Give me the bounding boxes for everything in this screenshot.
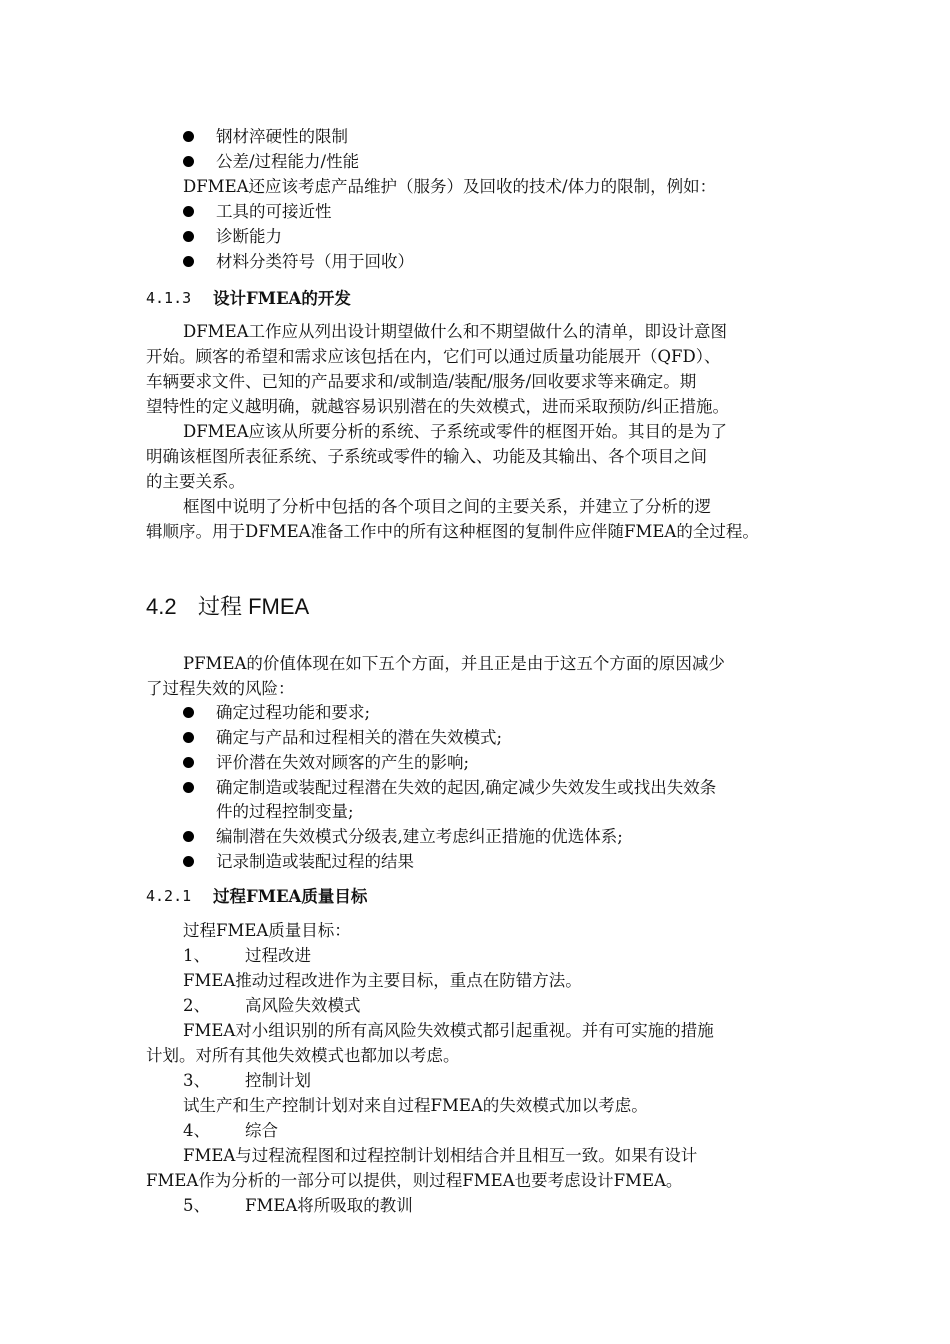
bullet-dot [183, 831, 194, 842]
goal-description: FMEA对小组识别的所有高风险失效模式都引起重视。并有可实施的措施 [183, 1021, 714, 1040]
goal-label: 综合 [245, 1121, 278, 1140]
goal-number: 4、 [183, 1121, 210, 1140]
bullet-item: 记录制造或装配过程的结果 [216, 852, 414, 871]
goal-number: 1、 [183, 946, 210, 965]
bullet-dot [183, 231, 194, 242]
goal-description: FMEA推动过程改进作为主要目标，重点在防错方法。 [183, 971, 582, 990]
paragraph-line: 辑顺序。用于DFMEA准备工作中的所有这种框图的复制件应伴随FMEA的全过程。 [146, 522, 759, 541]
section-number: 4.1.3 [146, 289, 192, 307]
bullet-dot [183, 757, 194, 768]
bullet-dot [183, 156, 194, 167]
bullet-item: 诊断能力 [216, 227, 282, 246]
goal-label: 过程改进 [245, 946, 311, 965]
section-heading [146, 592, 309, 622]
bullet-dot [183, 707, 194, 718]
paragraph-line: DFMEA还应该考虑产品维护（服务）及回收的技术/体力的限制，例如： [183, 177, 717, 196]
goal-label: 高风险失效模式 [245, 996, 361, 1015]
goal-number: 5、 [183, 1196, 210, 1215]
goal-description: 试生产和生产控制计划对来自过程FMEA的失效模式加以考虑。 [183, 1096, 648, 1115]
goal-label: FMEA将所吸取的教训 [245, 1196, 413, 1215]
goal-description: FMEA与过程流程图和过程控制计划相结合并且相互一致。如果有设计 [183, 1146, 698, 1165]
goal-description: 计划。对所有其他失效模式也都加以考虑。 [146, 1046, 460, 1065]
goal-label: 控制计划 [245, 1071, 311, 1090]
heading-title: 过程 FMEA [198, 594, 310, 619]
paragraph-line: 过程FMEA质量目标： [183, 921, 351, 940]
paragraph-line: DFMEA应该从所要分析的系统、子系统或零件的框图开始。其目的是为了 [183, 422, 728, 441]
bullet-dot [183, 206, 194, 217]
goal-description: FMEA作为分析的一部分可以提供，则过程FMEA也要考虑设计FMEA。 [146, 1171, 683, 1190]
bullet-item: 评价潜在失效对顾客的产生的影响; [216, 753, 470, 772]
goal-number: 2、 [183, 996, 210, 1015]
paragraph-line: DFMEA工作应从列出设计期望做什么和不期望做什么的清单，即设计意图 [183, 322, 728, 341]
paragraph-line: 开始。顾客的希望和需求应该包括在内，它们可以通过质量功能展开（QFD）、 [146, 347, 721, 366]
bullet-item: 公差/过程能力/性能 [216, 152, 360, 171]
section-number: 4.2.1 [146, 887, 192, 905]
bullet-item: 工具的可接近性 [216, 202, 332, 221]
paragraph-line: 明确该框图所表征系统、子系统或零件的输入、功能及其输出、各个项目之间 [146, 447, 707, 466]
paragraph-line: PFMEA的价值体现在如下五个方面，并且正是由于这五个方面的原因减少 [183, 654, 725, 673]
bullet-item: 材料分类符号（用于回收） [216, 252, 414, 271]
bullet-dot [183, 782, 194, 793]
goal-number: 3、 [183, 1071, 210, 1090]
paragraph-line: 了过程失效的风险： [146, 679, 295, 698]
bullet-item: 钢材淬硬性的限制 [216, 127, 348, 146]
bullet-item: 确定制造或装配过程潜在失效的起因,确定减少失效发生或找出失效条 [216, 778, 717, 797]
bullet-dot [183, 131, 194, 142]
paragraph-line: 的主要关系。 [146, 472, 245, 491]
bullet-dot [183, 732, 194, 743]
heading-number: 4.2 [146, 594, 177, 619]
section-title: 设计FMEA的开发 [213, 289, 351, 308]
bullet-item: 确定与产品和过程相关的潜在失效模式; [216, 728, 503, 747]
bullet-dot [183, 256, 194, 267]
paragraph-line: 框图中说明了分析中包括的各个项目之间的主要关系，并建立了分析的逻 [183, 497, 711, 516]
bullet-item: 确定过程功能和要求; [216, 703, 371, 722]
paragraph-line: 望特性的定义越明确，就越容易识别潜在的失效模式，进而采取预防/纠正措施。 [146, 397, 730, 416]
bullet-dot [183, 856, 194, 867]
paragraph-line: 车辆要求文件、已知的产品要求和/或制造/装配/服务/回收要求等来确定。期 [146, 372, 697, 391]
section-title: 过程FMEA质量目标 [213, 887, 368, 906]
bullet-item: 编制潜在失效模式分级表,建立考虑纠正措施的优选体系; [216, 827, 623, 846]
bullet-item-continued: 件的过程控制变量; [216, 802, 354, 821]
